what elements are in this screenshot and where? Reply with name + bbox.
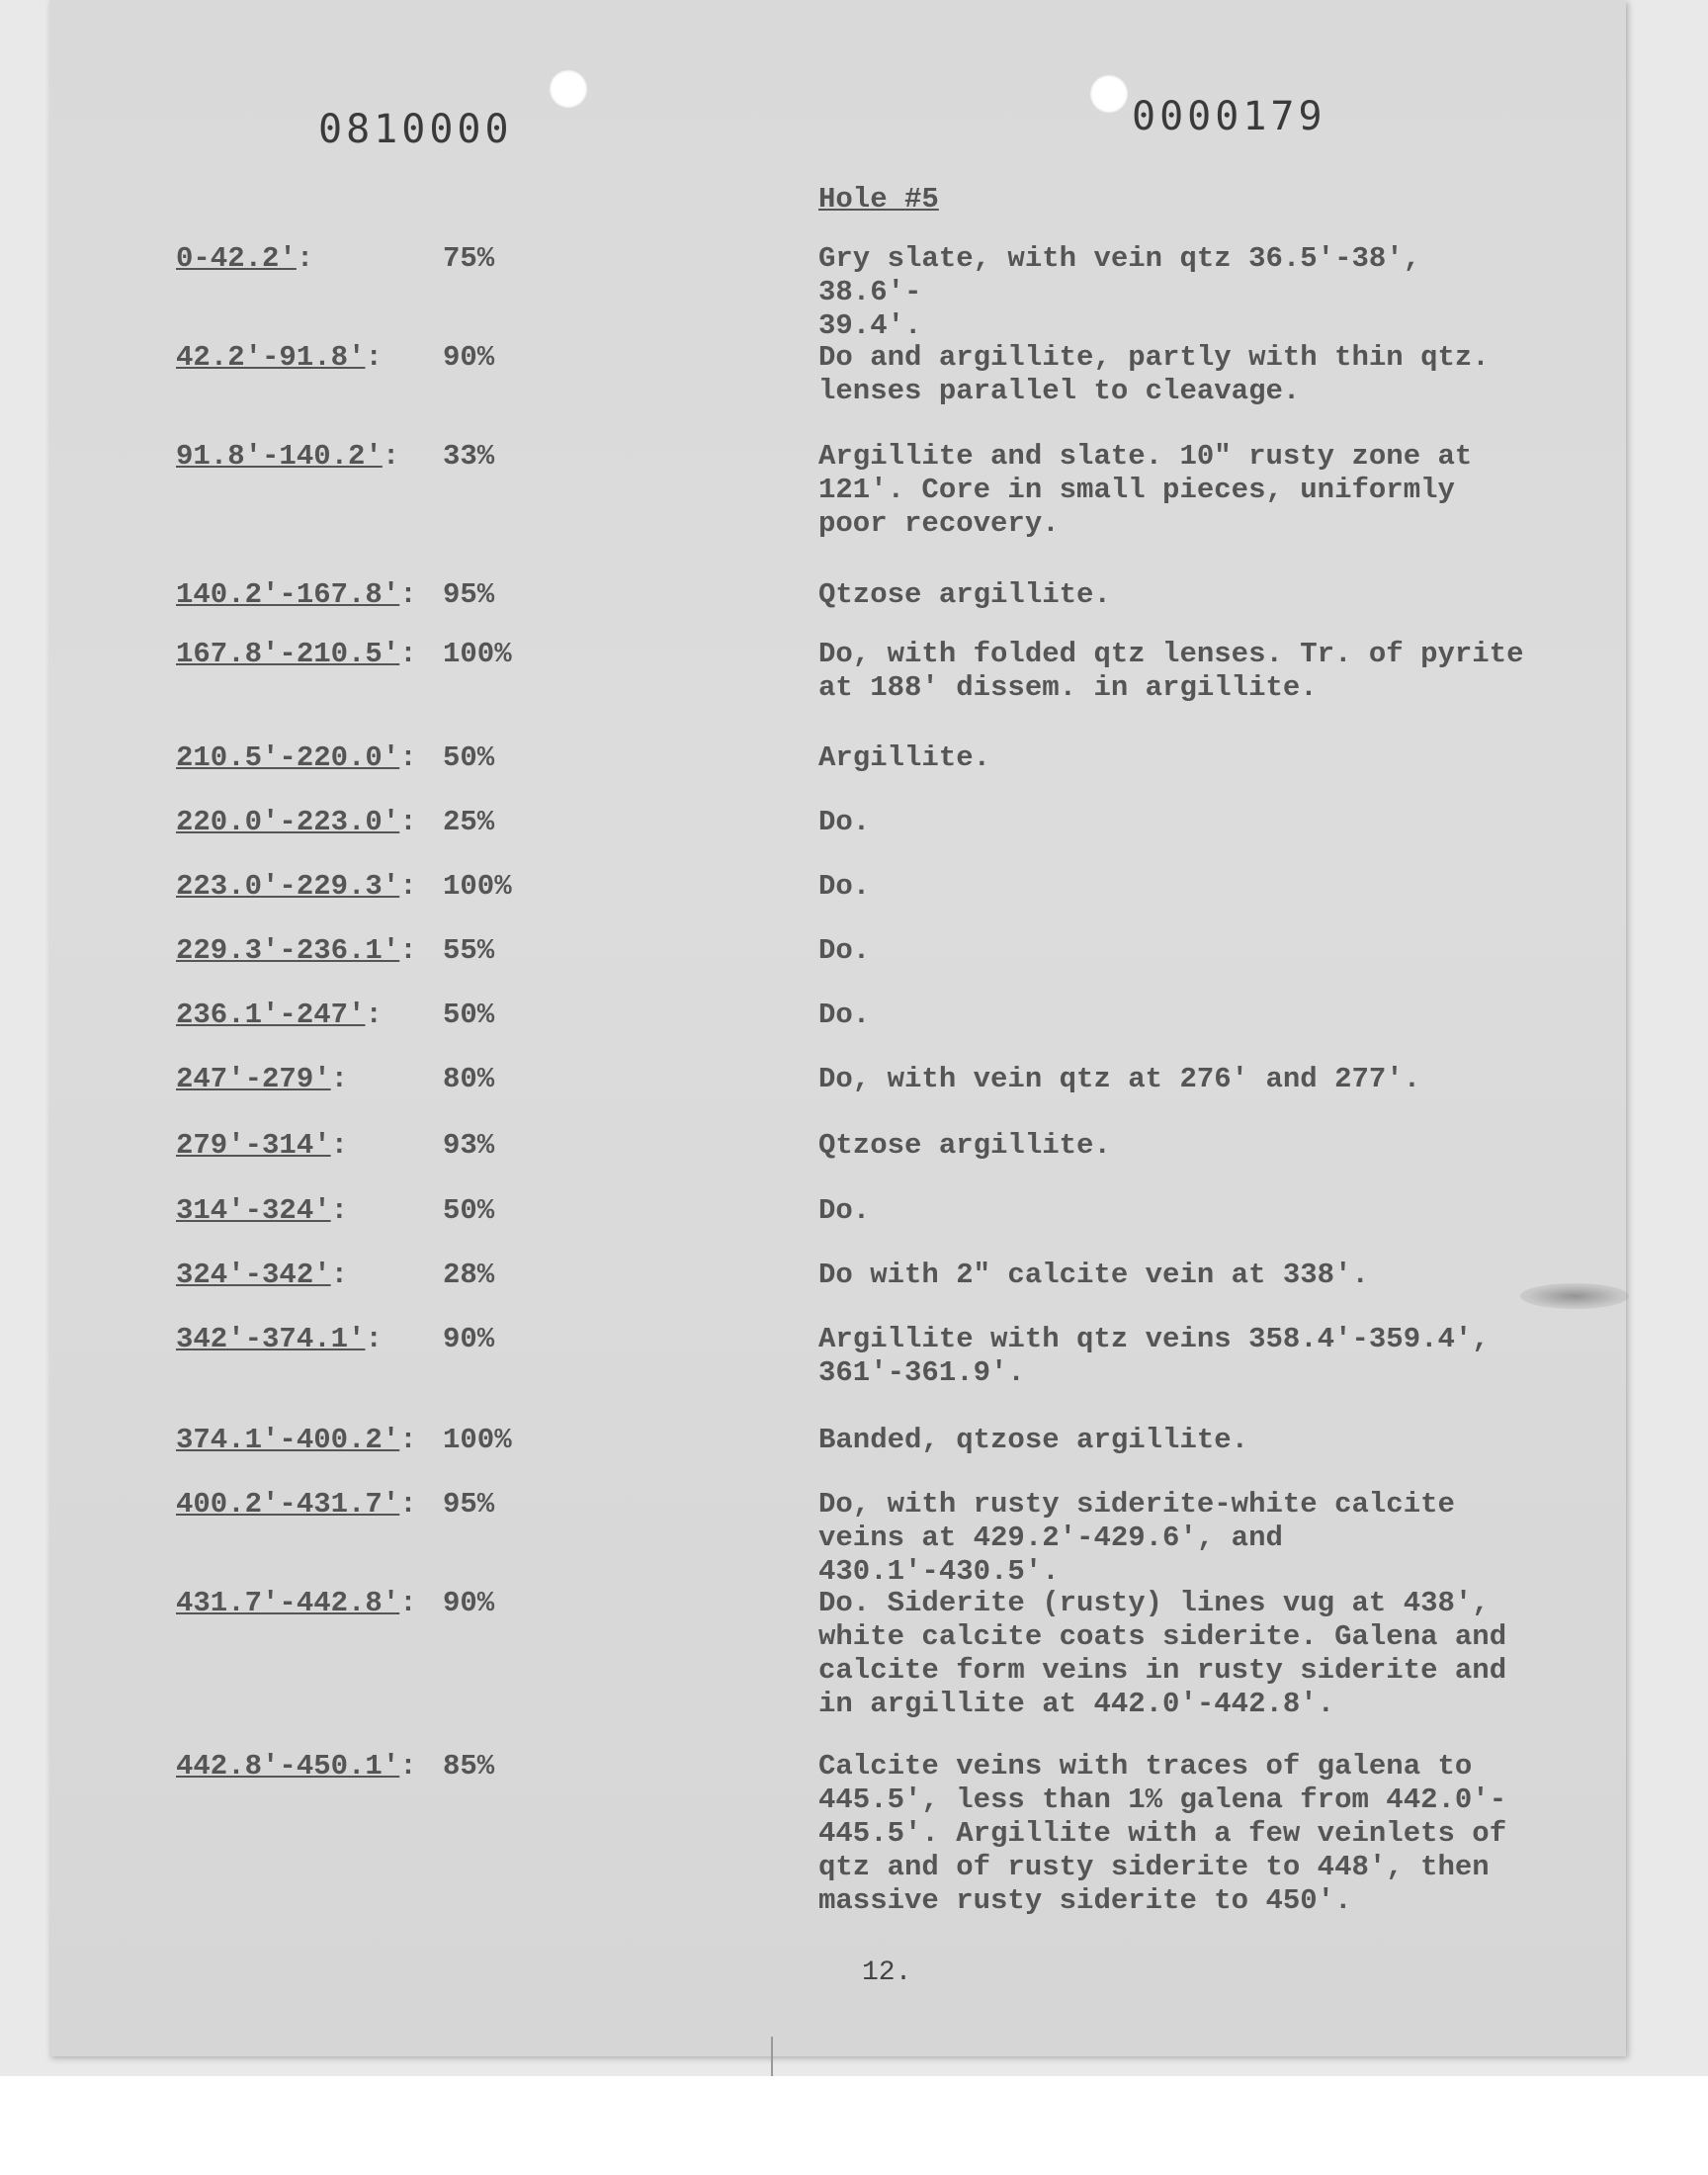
depth-colon: : [399,578,417,611]
ink-smudge [1520,1283,1629,1309]
depth-range: 374.1'-400.2' [176,1424,400,1456]
depth-range: 236.1'-247' [176,999,366,1031]
depth-colon: : [399,741,417,774]
depth-range: 247'-279' [176,1063,331,1095]
depth-range: 167.8'-210.5' [176,638,400,670]
depth-range: 431.7'-442.8' [176,1587,400,1619]
depth-interval [176,1194,348,1228]
depth-colon: : [330,1259,349,1291]
lithology-description: Argillite with qtz veins 358.4'-359.4', 361'-361.9'. [818,1323,1490,1389]
hole-title: Hole #5 [818,183,939,216]
depth-range: 140.2'-167.8' [176,578,400,611]
lithology-description: Do and argillite, partly with thin qtz. lenses parallel to cleavage. [818,341,1490,407]
lithology-description: Calcite veins with traces of galena to 445.5', less than 1% galena from 442.0'- 445.5'. Argillite with a few veinlets of qtz and of rusty siderite to 448', then massive rusty siderite to 450'. [818,1750,1507,1917]
depth-colon: : [399,1750,417,1783]
depth-interval [176,1587,417,1620]
depth-colon: : [382,440,400,473]
core-recovery: 95% [443,1488,495,1521]
lithology-description: Do. [818,806,871,838]
depth-interval [176,341,383,375]
depth-colon: : [399,806,417,838]
lithology-description: Do. [818,1194,871,1227]
core-recovery: 100% [443,1424,512,1456]
lithology-description: Argillite and slate. 10" rusty zone at 121'. Core in small pieces, uniformly poor recovery. [818,440,1473,540]
depth-range: 314'-324' [176,1194,331,1227]
depth-range: 223.0'-229.3' [176,870,400,903]
depth-interval [176,1063,348,1096]
depth-interval [176,1129,348,1163]
core-recovery: 90% [443,1323,495,1355]
core-recovery: 90% [443,1587,495,1619]
depth-interval [176,440,399,474]
lithology-description: Do. [818,999,871,1031]
lithology-description: Do. Siderite (rusty) lines vug at 438', white calcite coats siderite. Galena and calcite form veins in rusty siderite and in argillite at 442.0'-442.8'. [818,1587,1507,1720]
scan-edge-mark [771,2037,773,2076]
depth-range: 229.3'-236.1' [176,934,400,967]
core-recovery: 100% [443,870,512,903]
depth-range: 342'-374.1' [176,1323,366,1355]
lithology-description: Gry slate, with vein qtz 36.5'-38', 38.6'- 39.4'. [818,242,1421,342]
depth-interval [176,741,417,775]
stamp-number-right: 0000179 [1132,94,1326,139]
core-recovery: 28% [443,1259,495,1291]
depth-interval [176,1323,383,1356]
punch-hole-right [1089,74,1129,114]
depth-colon: : [399,1424,417,1456]
depth-colon: : [399,1488,417,1521]
depth-range: 279'-314' [176,1129,331,1162]
core-recovery: 95% [443,578,495,611]
core-recovery: 55% [443,934,495,967]
depth-range: 91.8'-140.2' [176,440,383,473]
core-recovery: 80% [443,1063,495,1095]
depth-range: 442.8'-450.1' [176,1750,400,1783]
punch-hole-left [549,69,588,109]
core-recovery: 50% [443,1194,495,1227]
depth-interval [176,638,417,671]
stamp-number-left: 0810000 [318,107,513,152]
lithology-description: Do. [818,934,871,967]
depth-interval [176,1488,417,1522]
depth-range: 210.5'-220.0' [176,741,400,774]
core-recovery: 85% [443,1750,495,1783]
depth-range: 400.2'-431.7' [176,1488,400,1521]
lithology-description: Do with 2" calcite vein at 338'. [818,1259,1369,1291]
lithology-description: Do, with rusty siderite-white calcite veins at 429.2'-429.6', and 430.1'-430.5'. [818,1488,1455,1588]
depth-colon: : [330,1129,349,1162]
depth-interval [176,242,313,276]
depth-colon: : [365,341,383,374]
depth-colon: : [330,1194,349,1227]
depth-range: 220.0'-223.0' [176,806,400,838]
lithology-description: Do, with folded qtz lenses. Tr. of pyrite at 188' dissem. in argillite. [818,638,1524,704]
core-recovery: 25% [443,806,495,838]
lithology-description: Do. [818,870,871,903]
core-recovery: 100% [443,638,512,670]
depth-interval [176,1424,417,1457]
depth-interval [176,870,417,904]
core-recovery: 93% [443,1129,495,1162]
lithology-description: Qtzose argillite. [818,1129,1111,1162]
depth-colon: : [399,934,417,967]
core-recovery: 90% [443,341,495,374]
depth-interval [176,806,417,839]
depth-colon: : [330,1063,349,1095]
depth-range: 0-42.2' [176,242,297,275]
lithology-description: Do, with vein qtz at 276' and 277'. [818,1063,1421,1095]
core-recovery: 50% [443,741,495,774]
depth-colon: : [399,638,417,670]
depth-interval [176,999,383,1032]
depth-colon: : [399,1587,417,1619]
lithology-description: Banded, qtzose argillite. [818,1424,1249,1456]
page-number: 12. [862,1958,912,1988]
core-recovery: 50% [443,999,495,1031]
depth-range: 42.2'-91.8' [176,341,366,374]
depth-colon: : [365,1323,383,1355]
depth-interval [176,1750,417,1784]
depth-colon: : [365,999,383,1031]
depth-interval [176,934,417,968]
lithology-description: Qtzose argillite. [818,578,1111,611]
core-recovery: 33% [443,440,495,473]
depth-colon: : [399,870,417,903]
document-page [49,0,1626,2056]
depth-interval [176,1259,348,1292]
depth-range: 324'-342' [176,1259,331,1291]
depth-interval [176,578,417,612]
lithology-description: Argillite. [818,741,991,774]
core-recovery: 75% [443,242,495,275]
depth-colon: : [296,242,314,275]
